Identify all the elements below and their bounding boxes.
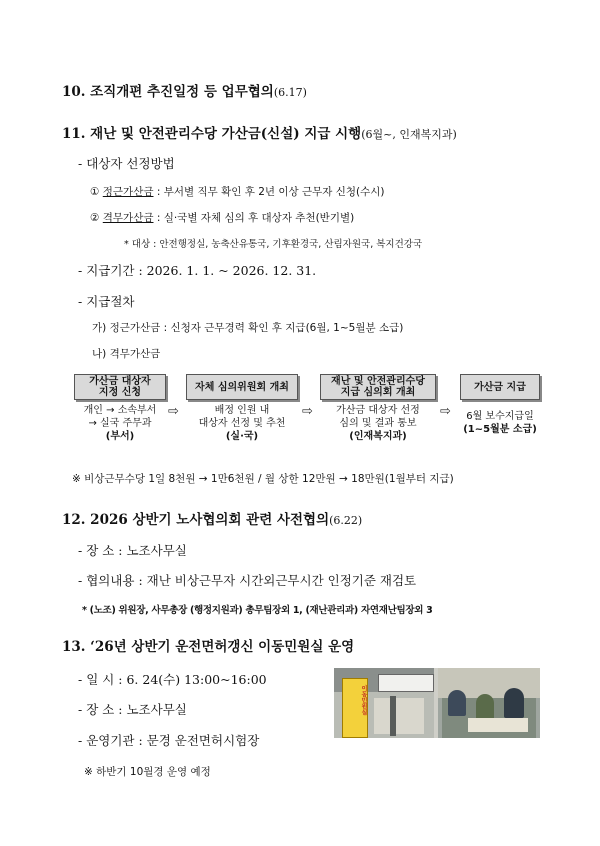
item-1 <box>90 184 385 199</box>
flow-step-1 <box>74 374 166 456</box>
flow-step-3-line2: 심의 및 결과 통보 <box>339 418 417 429</box>
target-header: - 대상자 선정방법 <box>78 156 175 171</box>
photo-right <box>438 668 540 738</box>
section-10-title-text: 10. 조직개편 추진일정 등 업무협의 <box>62 84 274 100</box>
banner-text: 이동민원실 <box>360 685 367 715</box>
flow-step-3-head <box>320 374 436 400</box>
section-12-title <box>62 508 362 528</box>
item-1-text: : 부서별 직무 확인 후 2년 이상 근무자 신청(수시) <box>156 186 385 198</box>
section-11-title-text: 11. 재난 및 안전관리수당 가산금(신설) 지급 시행 <box>62 126 362 142</box>
flow-step-1-head-text: 가산금 대상자 지정 신청 <box>89 376 151 398</box>
flow-step-4-line2: (1~5월분 소급) <box>463 424 537 435</box>
item-2 <box>90 210 354 225</box>
section-12-title-text: 12. 2026 상반기 노사협의회 관련 사전협의 <box>62 512 330 528</box>
flow-step-3 <box>320 374 436 456</box>
banner <box>342 678 368 738</box>
flow-step-1-line2: → 실국 주무과 <box>88 418 152 429</box>
flow-step-4-line1: 6월 보수지급일 <box>466 411 534 422</box>
section-10-date: (6.17) <box>273 86 307 99</box>
item-1-num: ① <box>90 186 100 198</box>
section-13-title: 13. ‘26년 상반기 운전면허갱신 이동민원실 운영 <box>62 639 355 655</box>
item-1-label: 정근가산금 <box>102 186 154 198</box>
flow-step-3-body <box>320 404 436 443</box>
flow-arrow-icon: ⇨ <box>302 404 313 419</box>
flow-arrow-icon: ⇨ <box>168 404 179 419</box>
flow-step-3-line1: 가산금 대상자 선정 <box>336 405 420 416</box>
flow-step-1-body <box>74 404 166 443</box>
flow-step-2-head-text: 자체 심의위원회 개최 <box>195 381 289 393</box>
section-11-tail: (6월~, 인재복지과) <box>361 128 457 141</box>
flow-step-4-body <box>460 410 540 436</box>
flow-step-2-line3: (실·국) <box>225 431 259 442</box>
period: - 지급기간 : 2026. 1. 1. ~ 2026. 12. 31. <box>78 263 317 278</box>
s12-note: * (노조) 위원장, 사무총장 (행정지원과) 총무팀장외 1, (재난관리과) 자연재난팀장외 3 <box>82 605 433 616</box>
flow-step-2-head <box>186 374 298 400</box>
flow-step-2 <box>186 374 298 456</box>
flow-step-2-line1: 배정 인원 내 <box>214 405 270 416</box>
s12-content: - 협의내용 : 재난 비상근무자 시간외근무시간 인정기준 재검토 <box>78 573 417 588</box>
flow-step-1-line1: 개인 → 소속부서 <box>83 405 157 416</box>
s13-when: - 일 시 : 6. 24(수) 13:00~16:00 <box>78 672 267 687</box>
s13-note: ※ 하반기 10월경 운영 예정 <box>84 766 211 778</box>
item-2-num: ② <box>90 212 100 224</box>
section-10-title <box>62 80 307 100</box>
s13-org: - 운영기관 : 문경 운전면허시험장 <box>78 733 260 748</box>
target-note: * 대상 : 안전행정실, 농축산유통국, 기후환경국, 산림자원국, 복지건강국 <box>124 239 423 250</box>
item-2-text: : 실·국별 자체 심의 후 대상자 추천(반기별) <box>156 212 355 224</box>
flow-step-1-line3: (부서) <box>105 431 135 442</box>
procedure-b: 나) 격무가산금 <box>92 348 161 360</box>
section-12-date: (6.22) <box>329 514 363 527</box>
allowance-footnote: ※ 비상근무수당 1일 8천원 → 1만6천원 / 월 상한 12만원 → 18만원(1월부터 지급) <box>72 473 454 485</box>
procedure-header: - 지급절차 <box>78 294 135 309</box>
flow-step-3-line3: (인재복지과) <box>349 431 407 442</box>
s13-place: - 장 소 : 노조사무실 <box>78 702 187 717</box>
event-photo <box>334 668 540 738</box>
flow-step-2-body <box>186 404 298 443</box>
flow-step-4-head-text: 가산금 지급 <box>474 381 526 393</box>
flow-step-4 <box>460 374 540 456</box>
flow-step-4-head <box>460 374 540 400</box>
flow-arrow-icon: ⇨ <box>440 404 451 419</box>
flow-step-3-head-text: 재난 및 안전관리수당 지급 심의회 개최 <box>331 376 425 398</box>
photo-left <box>334 668 434 738</box>
item-2-label: 격무가산금 <box>102 212 154 224</box>
flow-step-2-line2: 대상자 선정 및 추천 <box>198 418 286 429</box>
section-11-title <box>62 122 457 142</box>
flow-step-1-head <box>74 374 166 400</box>
s12-place: - 장 소 : 노조사무실 <box>78 543 187 558</box>
procedure-a: 가) 정근가산금 : 신청자 근무경력 확인 후 지급(6월, 1~5월분 소급) <box>92 322 404 334</box>
